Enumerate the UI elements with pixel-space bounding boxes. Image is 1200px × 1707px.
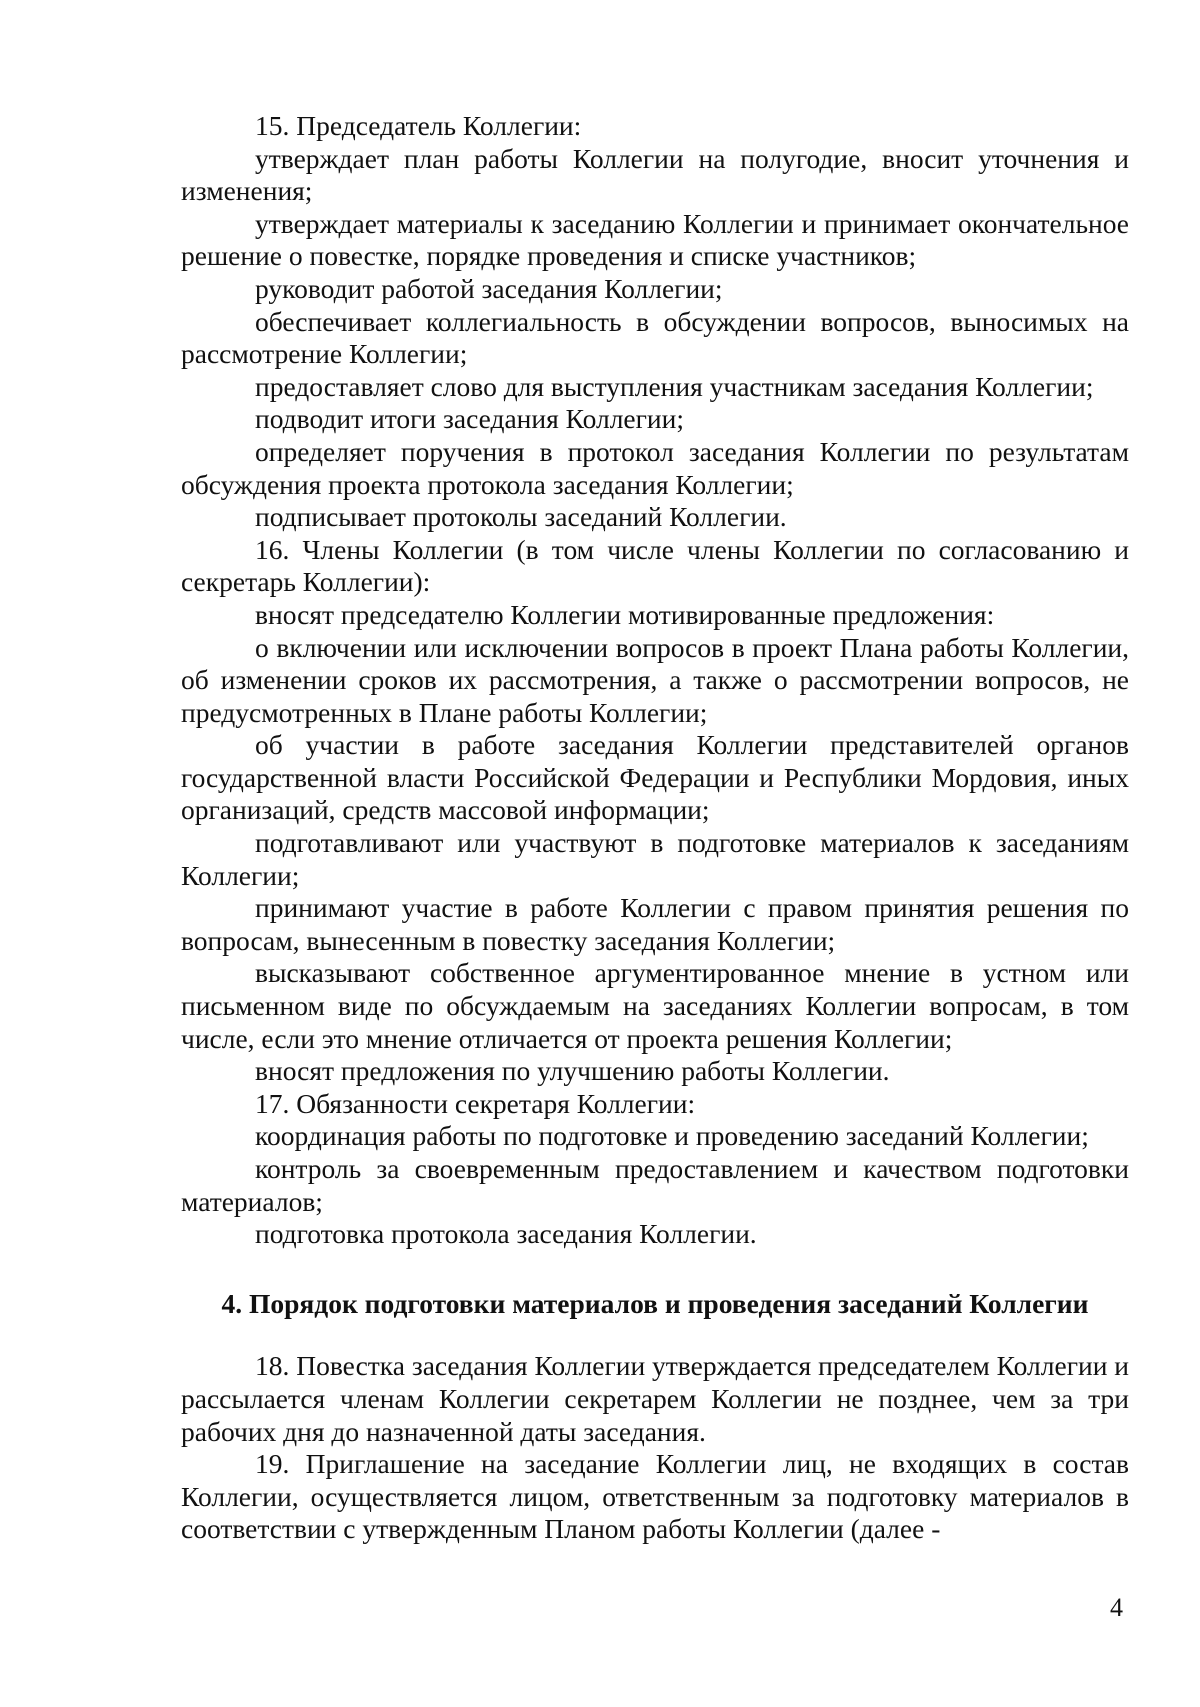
chairman-duty-floor: предоставляет слово для выступления участникам заседания Коллегии; <box>255 370 1094 402</box>
chairman-duty-leads: руководит работой заседания Коллегии; <box>255 272 723 304</box>
chairman-duty-summary: подводит итоги заседания Коллегии; <box>255 403 684 435</box>
paragraph-15: 15. Председатель Коллегии: <box>255 110 582 141</box>
secretary-duty-control: контроль за своевременным предоставлением и качеством подготовки материалов; <box>181 1153 1129 1217</box>
chairman-duty-instructions: определяет поручения в протокол заседания Коллегии по результатам обсуждения проекта протокола заседания Коллегии; <box>181 435 1129 500</box>
document-page <box>181 110 1129 1546</box>
section-3-body <box>181 110 1129 1251</box>
members-duty-opinion: высказывают собственное аргументированное мнение в устном или письменном виде по обсуждаемым на заседаниях Коллегии вопросам, в том числе, если это мнение отличается от проекта решения Коллегии; <box>181 957 1129 1054</box>
members-duty-improvements: вносят предложения по улучшению работы Коллегии. <box>255 1055 890 1087</box>
members-proposal-participants: об участии в работе заседания Коллегии представителей органов государственной власти Российской Федерации и Республики Мордовия, иных организаций, средств массовой информации; <box>181 729 1129 826</box>
paragraph-19: 19. Приглашение на заседание Коллегии лиц, не входящих в состав Коллегии, осуществляется лицом, ответственным за подготовку материалов в соответствии с утвержденным Планом работы Коллегии (далее - <box>181 1448 1129 1545</box>
secretary-duty-protocol: подготовка протокола заседания Коллегии. <box>255 1218 757 1250</box>
members-proposals: вносят председателю Коллегии мотивированные предложения: <box>255 598 995 630</box>
secretary-duty-coordination: координация работы по подготовке и проведению заседаний Коллегии; <box>255 1120 1089 1152</box>
spacer <box>181 1251 1129 1288</box>
page-number: 4 <box>1110 1593 1123 1622</box>
section-4-body <box>181 1350 1129 1546</box>
members-proposal-agenda: о включении или исключении вопросов в проект Плана работы Коллегии, об изменении сроков их рассмотрения, а также о рассмотрении вопросов, не предусмотренных в Плане работы Коллегии; <box>181 631 1129 728</box>
chairman-duty-signs: подписывает протоколы заседаний Коллегии. <box>255 501 787 533</box>
members-duty-decisions: принимают участие в работе Коллегии с правом принятия решения по вопросам, вынесенным в повестку заседания Коллегии; <box>181 892 1129 956</box>
section-heading: 4. Порядок подготовки материалов и проведения заседаний Коллегии <box>221 1287 1089 1319</box>
spacer <box>181 1320 1129 1350</box>
chairman-duty-collegiality: обеспечивает коллегиальность в обсуждении вопросов, выносимых на рассмотрение Коллегии; <box>181 305 1129 370</box>
paragraph-17: 17. Обязанности секретаря Коллегии: <box>255 1087 696 1119</box>
paragraph-16: 16. Члены Коллегии (в том числе члены Коллегии по согласованию и секретарь Коллегии): <box>181 533 1129 598</box>
chairman-duty-plan: утверждает план работы Коллегии на полугодие, вносит уточнения и изменения; <box>181 142 1129 207</box>
members-duty-prepare: подготавливают или участвуют в подготовке материалов к заседаниям Коллегии; <box>181 827 1129 891</box>
paragraph-18: 18. Повестка заседания Коллегии утверждается председателем Коллегии и рассылается членам Коллегии секретарем Коллегии не позднее, чем за три рабочих дня до назначенной даты заседания. <box>181 1350 1129 1447</box>
chairman-duty-materials: утверждает материалы к заседанию Коллегии и принимает окончательное решение о повестке, порядке проведения и списке участников; <box>181 207 1129 272</box>
